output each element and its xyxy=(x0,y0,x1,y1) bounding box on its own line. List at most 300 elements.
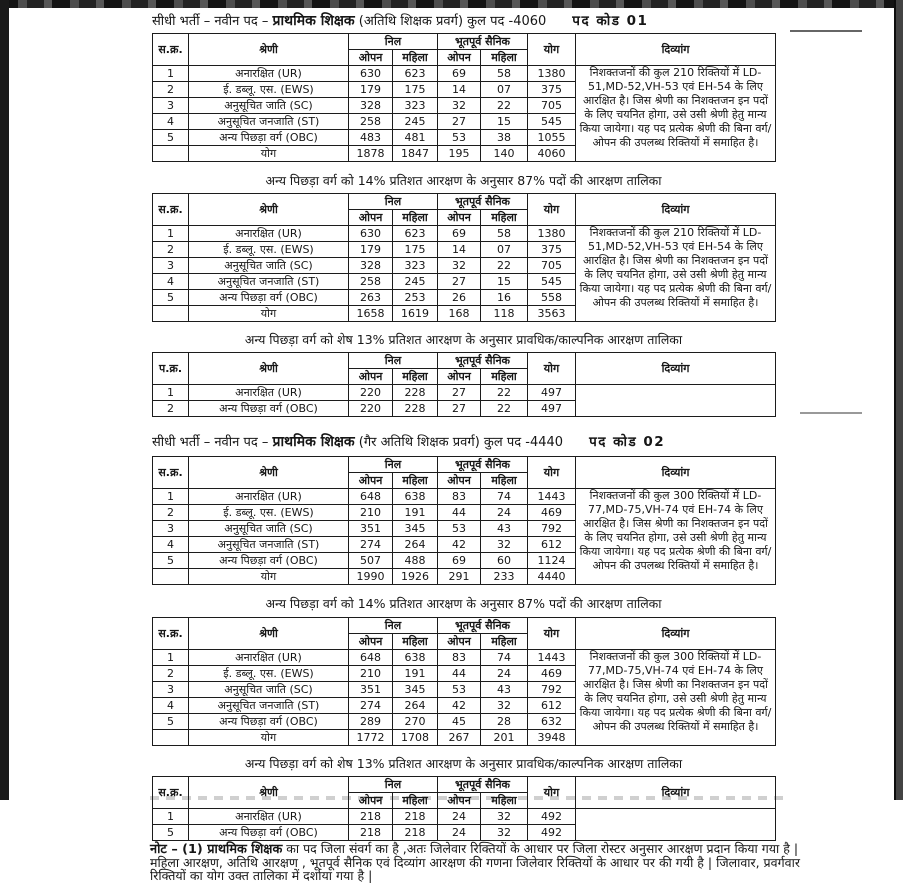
category-cell: अन्य पिछड़ा वर्ग (OBC) xyxy=(189,553,349,569)
value-cell: 289 xyxy=(349,714,393,730)
header-category: श्रेणी xyxy=(189,353,349,385)
serial-cell: 2 xyxy=(153,242,189,258)
note-line-2: महिला आरक्षण, अतिथि आरक्षण , भूतपूर्व सैनिक एवं दिव्यांग आरक्षण की गणना जिलेवार रिक्तियों के आधार पर की गयी है | जिलावार, प्रवर्गवार xyxy=(150,854,800,870)
note-line-1: नोट – (1) प्राथमिक शिक्षक का पद जिला संवर्ग का है ,अतः जिलेवार रिक्तियों के आधार पर जिला रोस्टर अनुसार आरक्षण प्रदान किया गया है | xyxy=(150,841,799,857)
value-cell: 07 xyxy=(481,242,528,258)
pad-code-01: पद कोड 01 xyxy=(572,13,649,29)
serial-cell xyxy=(153,569,189,585)
total-value-cell: 233 xyxy=(481,569,528,585)
header-serial: स.क्र. xyxy=(153,777,189,809)
category-cell: ई. डब्लू. एस. (EWS) xyxy=(189,666,349,682)
table-row xyxy=(153,809,776,825)
value-cell: 345 xyxy=(393,521,438,537)
title-rest: (अतिथि शिक्षक प्रवर्ग) कुल पद -4060 xyxy=(354,14,547,29)
value-cell: 27 xyxy=(438,114,481,130)
value-cell: 14 xyxy=(438,82,481,98)
category-cell: अन्य पिछड़ा वर्ग (OBC) xyxy=(189,401,349,417)
value-cell: 483 xyxy=(349,130,393,146)
caption-13pct-pad02: अन्य पिछड़ा वर्ग को शेष 13% प्रतिशत आरक्षण के अनुसार प्रावधिक/काल्पनिक आरक्षण तालिका xyxy=(244,756,683,771)
header-mahila: महिला xyxy=(393,793,438,809)
header-mahila: महिला xyxy=(481,634,528,650)
pad-code-02: पद कोड 02 xyxy=(589,434,666,450)
value-cell: 220 xyxy=(349,385,393,401)
table-13pct-pad02 xyxy=(150,776,872,841)
value-cell: 323 xyxy=(393,258,438,274)
value-cell: 74 xyxy=(481,489,528,505)
header-open: ओपन xyxy=(438,793,481,809)
value-cell: 263 xyxy=(349,290,393,306)
header-mahila: महिला xyxy=(393,634,438,650)
value-cell: 258 xyxy=(349,274,393,290)
table-row xyxy=(153,489,776,505)
total-value-cell: 1878 xyxy=(349,146,393,162)
header-nil-group: निल xyxy=(349,34,438,50)
serial-cell: 4 xyxy=(153,537,189,553)
table-13pct-pad01 xyxy=(150,352,872,417)
title-post-name: प्राथमिक शिक्षक xyxy=(272,434,355,450)
value-cell: 32 xyxy=(481,825,528,841)
scan-edge-top xyxy=(0,0,903,8)
value-cell: 44 xyxy=(438,505,481,521)
value-cell: 1443 xyxy=(528,489,576,505)
serial-cell: 3 xyxy=(153,258,189,274)
category-cell: अन्य पिछड़ा वर्ग (OBC) xyxy=(189,130,349,146)
serial-cell: 5 xyxy=(153,130,189,146)
header-nil-group: निल xyxy=(349,618,438,634)
total-value-cell: 4440 xyxy=(528,569,576,585)
header-nil-group: निल xyxy=(349,457,438,473)
total-value-cell: 195 xyxy=(438,146,481,162)
category-cell: अनुसूचित जाति (SC) xyxy=(189,682,349,698)
header-total: योग xyxy=(528,457,576,489)
header-divyang: दिव्यांग xyxy=(576,353,776,385)
value-cell: 191 xyxy=(393,505,438,521)
header-open: ओपन xyxy=(349,793,393,809)
serial-cell xyxy=(153,146,189,162)
header-mahila: महिला xyxy=(393,50,438,66)
value-cell: 264 xyxy=(393,537,438,553)
value-cell: 264 xyxy=(393,698,438,714)
header-mahila: महिला xyxy=(481,793,528,809)
value-cell: 545 xyxy=(528,114,576,130)
caption-14pct-pad01: अन्य पिछड़ा वर्ग को 14% प्रतिशत आरक्षण के अनुसार 87% पदों की आरक्षण तालिका xyxy=(265,173,662,188)
serial-cell: 3 xyxy=(153,521,189,537)
value-cell: 623 xyxy=(393,226,438,242)
header-divyang: दिव्यांग xyxy=(576,457,776,489)
value-cell: 175 xyxy=(393,82,438,98)
value-cell: 270 xyxy=(393,714,438,730)
serial-cell: 2 xyxy=(153,82,189,98)
value-cell: 32 xyxy=(481,537,528,553)
header-ex-serviceman-group: भूतपूर्व सैनिक xyxy=(438,353,528,369)
value-cell: 1055 xyxy=(528,130,576,146)
header-open: ओपन xyxy=(438,210,481,226)
value-cell: 24 xyxy=(481,666,528,682)
header-total: योग xyxy=(528,194,576,226)
total-value-cell: 1772 xyxy=(349,730,393,746)
value-cell: 492 xyxy=(528,809,576,825)
caption-13pct-pad01: अन्य पिछड़ा वर्ग को शेष 13% प्रतिशत आरक्षण के अनुसार प्रावधिक/काल्पनिक आरक्षण तालिका xyxy=(244,332,683,347)
value-cell: 210 xyxy=(349,505,393,521)
serial-cell xyxy=(153,306,189,322)
header-category: श्रेणी xyxy=(189,457,349,489)
serial-cell: 5 xyxy=(153,825,189,841)
value-cell: 15 xyxy=(481,274,528,290)
value-cell: 58 xyxy=(481,66,528,82)
value-cell: 612 xyxy=(528,698,576,714)
value-cell: 545 xyxy=(528,274,576,290)
value-cell: 351 xyxy=(349,521,393,537)
value-cell: 218 xyxy=(349,825,393,841)
header-serial: स.क्र. xyxy=(153,457,189,489)
category-cell: अन्य पिछड़ा वर्ग (OBC) xyxy=(189,290,349,306)
total-value-cell: 118 xyxy=(481,306,528,322)
header-open: ओपन xyxy=(438,369,481,385)
value-cell: 623 xyxy=(393,66,438,82)
value-cell: 328 xyxy=(349,98,393,114)
value-cell: 32 xyxy=(438,258,481,274)
value-cell: 253 xyxy=(393,290,438,306)
value-cell: 220 xyxy=(349,401,393,417)
header-mahila: महिला xyxy=(481,50,528,66)
category-cell: अनुसूचित जनजाति (ST) xyxy=(189,274,349,290)
value-cell: 32 xyxy=(481,809,528,825)
header-ex-serviceman-group: भूतपूर्व सैनिक xyxy=(438,777,528,793)
category-cell: ई. डब्लू. एस. (EWS) xyxy=(189,82,349,98)
value-cell: 648 xyxy=(349,489,393,505)
category-cell: अनारक्षित (UR) xyxy=(189,650,349,666)
value-cell: 274 xyxy=(349,537,393,553)
value-cell: 60 xyxy=(481,553,528,569)
reservation-table xyxy=(152,776,776,841)
scan-edge-right xyxy=(894,0,903,800)
serial-cell: 5 xyxy=(153,290,189,306)
header-mahila: महिला xyxy=(481,210,528,226)
value-cell: 83 xyxy=(438,489,481,505)
table-main-pad02 xyxy=(150,456,872,585)
value-cell: 228 xyxy=(393,401,438,417)
value-cell: 228 xyxy=(393,385,438,401)
table-row xyxy=(153,226,776,242)
section2-title xyxy=(152,432,872,451)
serial-cell: 3 xyxy=(153,98,189,114)
header-divyang: दिव्यांग xyxy=(576,194,776,226)
value-cell: 26 xyxy=(438,290,481,306)
value-cell: 638 xyxy=(393,489,438,505)
value-cell: 83 xyxy=(438,650,481,666)
note-line-3: रिक्तियों का योग उक्त तालिका में दर्शाया गया है | xyxy=(150,867,373,883)
value-cell: 492 xyxy=(528,825,576,841)
value-cell: 15 xyxy=(481,114,528,130)
header-ex-serviceman-group: भूतपूर्व सैनिक xyxy=(438,457,528,473)
total-value-cell: 267 xyxy=(438,730,481,746)
serial-cell: 4 xyxy=(153,274,189,290)
total-value-cell: 1708 xyxy=(393,730,438,746)
value-cell: 1380 xyxy=(528,226,576,242)
value-cell: 245 xyxy=(393,114,438,130)
header-nil-group: निल xyxy=(349,777,438,793)
header-open: ओपन xyxy=(349,634,393,650)
value-cell: 22 xyxy=(481,98,528,114)
value-cell: 469 xyxy=(528,666,576,682)
value-cell: 22 xyxy=(481,258,528,274)
value-cell: 218 xyxy=(349,809,393,825)
total-label-cell: योग xyxy=(189,146,349,162)
value-cell: 507 xyxy=(349,553,393,569)
category-cell: अनुसूचित जाति (SC) xyxy=(189,521,349,537)
value-cell: 1124 xyxy=(528,553,576,569)
header-mahila: महिला xyxy=(481,369,528,385)
value-cell: 632 xyxy=(528,714,576,730)
total-value-cell: 1926 xyxy=(393,569,438,585)
header-mahila: महिला xyxy=(481,473,528,489)
value-cell: 218 xyxy=(393,809,438,825)
serial-cell: 2 xyxy=(153,505,189,521)
title-prefix: सीधी भर्ती – नवीन पद – xyxy=(152,435,273,450)
value-cell: 179 xyxy=(349,242,393,258)
total-value-cell: 1658 xyxy=(349,306,393,322)
header-open: ओपन xyxy=(438,50,481,66)
header-ex-serviceman-group: भूतपूर्व सैनिक xyxy=(438,34,528,50)
serial-cell: 1 xyxy=(153,489,189,505)
header-mahila: महिला xyxy=(393,473,438,489)
value-cell: 191 xyxy=(393,666,438,682)
value-cell: 179 xyxy=(349,82,393,98)
value-cell: 07 xyxy=(481,82,528,98)
value-cell: 705 xyxy=(528,258,576,274)
table-row xyxy=(153,385,776,401)
serial-cell: 4 xyxy=(153,114,189,130)
total-value-cell: 1990 xyxy=(349,569,393,585)
value-cell: 24 xyxy=(438,825,481,841)
reservation-table xyxy=(152,33,776,162)
category-cell: अनुसूचित जाति (SC) xyxy=(189,98,349,114)
value-cell: 44 xyxy=(438,666,481,682)
value-cell: 69 xyxy=(438,553,481,569)
note-paragraph xyxy=(150,843,872,883)
value-cell: 497 xyxy=(528,385,576,401)
value-cell: 69 xyxy=(438,226,481,242)
value-cell: 630 xyxy=(349,226,393,242)
value-cell: 175 xyxy=(393,242,438,258)
serial-cell: 5 xyxy=(153,553,189,569)
value-cell: 58 xyxy=(481,226,528,242)
value-cell: 43 xyxy=(481,682,528,698)
value-cell: 32 xyxy=(438,98,481,114)
value-cell: 27 xyxy=(438,385,481,401)
header-serial: स.क्र. xyxy=(153,194,189,226)
serial-cell: 1 xyxy=(153,809,189,825)
total-value-cell: 3563 xyxy=(528,306,576,322)
header-ex-serviceman-group: भूतपूर्व सैनिक xyxy=(438,618,528,634)
header-nil-group: निल xyxy=(349,353,438,369)
divyang-note-cell xyxy=(576,809,776,841)
table-14pct-pad02 xyxy=(150,617,872,746)
header-category: श्रेणी xyxy=(189,618,349,650)
caption-14pct-pad02: अन्य पिछड़ा वर्ग को 14% प्रतिशत आरक्षण के अनुसार 87% पदों की आरक्षण तालिका xyxy=(265,596,662,611)
value-cell: 45 xyxy=(438,714,481,730)
scan-edge-left xyxy=(0,0,9,800)
category-cell: अनुसूचित जाति (SC) xyxy=(189,258,349,274)
value-cell: 42 xyxy=(438,537,481,553)
title-prefix: सीधी भर्ती – नवीन पद – xyxy=(152,14,273,29)
table-row xyxy=(153,66,776,82)
header-serial: प.क्र. xyxy=(153,353,189,385)
header-total: योग xyxy=(528,353,576,385)
value-cell: 351 xyxy=(349,682,393,698)
category-cell: ई. डब्लू. एस. (EWS) xyxy=(189,242,349,258)
header-divyang: दिव्यांग xyxy=(576,777,776,809)
value-cell: 69 xyxy=(438,66,481,82)
category-cell: अनुसूचित जनजाति (ST) xyxy=(189,698,349,714)
serial-cell: 2 xyxy=(153,666,189,682)
value-cell: 274 xyxy=(349,698,393,714)
serial-cell: 1 xyxy=(153,226,189,242)
category-cell: अनारक्षित (UR) xyxy=(189,489,349,505)
total-value-cell: 1847 xyxy=(393,146,438,162)
value-cell: 24 xyxy=(481,505,528,521)
table-14pct-pad01 xyxy=(150,193,872,322)
value-cell: 1443 xyxy=(528,650,576,666)
value-cell: 323 xyxy=(393,98,438,114)
serial-cell: 1 xyxy=(153,650,189,666)
divyang-note-cell: निशक्तजनों की कुल 300 रिक्तियों में LD-77,MD-75,VH-74 एवं EH-74 के लिए आरक्षित है। जिस श्रेणी का निशक्तजन इन पदों के लिए चयनित होगा, उसे उसी श्रेणी हेतु मान्य किया जायेगा। यह पद प्रत्येक श्रेणी की बिना वर्ग/ओपन की उपलब्ध रिक्तियों में समाहित है। xyxy=(576,650,776,746)
serial-cell: 2 xyxy=(153,401,189,417)
value-cell: 16 xyxy=(481,290,528,306)
header-serial: स.क्र. xyxy=(153,34,189,66)
reservation-table xyxy=(152,193,776,322)
value-cell: 792 xyxy=(528,682,576,698)
divyang-note-cell: निशक्तजनों की कुल 300 रिक्तियों में LD-77,MD-75,VH-74 एवं EH-74 के लिए आरक्षित है। जिस श्रेणी का निशक्तजन इन पदों के लिए चयनित होगा, उसे उसी श्रेणी हेतु मान्य किया जायेगा। यह पद प्रत्येक श्रेणी की बिना वर्ग/ओपन की उपलब्ध रिक्तियों में समाहित है। xyxy=(576,489,776,585)
value-cell: 74 xyxy=(481,650,528,666)
value-cell: 245 xyxy=(393,274,438,290)
serial-cell: 1 xyxy=(153,66,189,82)
value-cell: 53 xyxy=(438,521,481,537)
header-category: श्रेणी xyxy=(189,34,349,66)
total-value-cell: 4060 xyxy=(528,146,576,162)
value-cell: 469 xyxy=(528,505,576,521)
divyang-note-cell: निशक्तजनों की कुल 210 रिक्तियों में LD-51,MD-52,VH-53 एवं EH-54 के लिए आरक्षित है। जिस श्रेणी का निशक्तजन इन पदों के लिए चयनित होगा, उसे उसी श्रेणी हेतु मान्य किया जायेगा। यह पद प्रत्येक श्रेणी की बिना वर्ग/ओपन की उपलब्ध रिक्तियों में समाहित है। xyxy=(576,226,776,322)
header-serial: स.क्र. xyxy=(153,618,189,650)
header-open: ओपन xyxy=(349,369,393,385)
header-open: ओपन xyxy=(438,634,481,650)
value-cell: 558 xyxy=(528,290,576,306)
document-page xyxy=(150,11,872,883)
value-cell: 375 xyxy=(528,82,576,98)
category-cell: अनुसूचित जनजाति (ST) xyxy=(189,537,349,553)
serial-cell: 5 xyxy=(153,714,189,730)
value-cell: 648 xyxy=(349,650,393,666)
total-value-cell: 1619 xyxy=(393,306,438,322)
value-cell: 38 xyxy=(481,130,528,146)
value-cell: 53 xyxy=(438,130,481,146)
value-cell: 22 xyxy=(481,401,528,417)
header-open: ओपन xyxy=(349,473,393,489)
value-cell: 218 xyxy=(393,825,438,841)
header-mahila: महिला xyxy=(393,369,438,385)
value-cell: 43 xyxy=(481,521,528,537)
value-cell: 258 xyxy=(349,114,393,130)
total-value-cell: 168 xyxy=(438,306,481,322)
value-cell: 612 xyxy=(528,537,576,553)
value-cell: 32 xyxy=(481,698,528,714)
value-cell: 28 xyxy=(481,714,528,730)
divyang-note-cell: निशक्तजनों की कुल 210 रिक्तियों में LD-51,MD-52,VH-53 एवं EH-54 के लिए आरक्षित है। जिस श्रेणी का निशक्तजन इन पदों के लिए चयनित होगा, उसे उसी श्रेणी हेतु मान्य किया जायेगा। यह पद प्रत्येक श्रेणी की बिना वर्ग/ओपन की उपलब्ध रिक्तियों में समाहित है। xyxy=(576,66,776,162)
category-cell: ई. डब्लू. एस. (EWS) xyxy=(189,505,349,521)
header-category: श्रेणी xyxy=(189,194,349,226)
header-category: श्रेणी xyxy=(189,777,349,809)
total-label-cell: योग xyxy=(189,569,349,585)
section1-title xyxy=(152,11,872,30)
total-label-cell: योग xyxy=(189,306,349,322)
header-divyang: दिव्यांग xyxy=(576,34,776,66)
reservation-table xyxy=(152,617,776,746)
header-mahila: महिला xyxy=(393,210,438,226)
total-value-cell: 3948 xyxy=(528,730,576,746)
value-cell: 792 xyxy=(528,521,576,537)
category-cell: अन्य पिछड़ा वर्ग (OBC) xyxy=(189,714,349,730)
header-open: ओपन xyxy=(349,50,393,66)
total-label-cell: योग xyxy=(189,730,349,746)
total-value-cell: 201 xyxy=(481,730,528,746)
header-open: ओपन xyxy=(349,210,393,226)
serial-cell xyxy=(153,730,189,746)
category-cell: अनारक्षित (UR) xyxy=(189,66,349,82)
value-cell: 630 xyxy=(349,66,393,82)
value-cell: 705 xyxy=(528,98,576,114)
header-total: योग xyxy=(528,618,576,650)
header-divyang: दिव्यांग xyxy=(576,618,776,650)
table-main-pad01 xyxy=(150,33,872,162)
value-cell: 481 xyxy=(393,130,438,146)
title-rest: (गैर अतिथि शिक्षक प्रवर्ग) कुल पद -4440 xyxy=(354,435,564,450)
value-cell: 345 xyxy=(393,682,438,698)
value-cell: 210 xyxy=(349,666,393,682)
value-cell: 328 xyxy=(349,258,393,274)
serial-cell: 4 xyxy=(153,698,189,714)
category-cell: अनारक्षित (UR) xyxy=(189,226,349,242)
value-cell: 375 xyxy=(528,242,576,258)
header-total: योग xyxy=(528,777,576,809)
header-ex-serviceman-group: भूतपूर्व सैनिक xyxy=(438,194,528,210)
value-cell: 24 xyxy=(438,809,481,825)
title-post-name: प्राथमिक शिक्षक xyxy=(272,13,355,29)
total-value-cell: 140 xyxy=(481,146,528,162)
header-open: ओपन xyxy=(438,473,481,489)
header-nil-group: निल xyxy=(349,194,438,210)
category-cell: अनारक्षित (UR) xyxy=(189,385,349,401)
table-row xyxy=(153,650,776,666)
value-cell: 42 xyxy=(438,698,481,714)
reservation-table xyxy=(152,456,776,585)
value-cell: 488 xyxy=(393,553,438,569)
reservation-table xyxy=(152,352,776,417)
value-cell: 1380 xyxy=(528,66,576,82)
serial-cell: 1 xyxy=(153,385,189,401)
value-cell: 27 xyxy=(438,274,481,290)
header-total: योग xyxy=(528,34,576,66)
value-cell: 27 xyxy=(438,401,481,417)
category-cell: अनारक्षित (UR) xyxy=(189,809,349,825)
serial-cell: 3 xyxy=(153,682,189,698)
category-cell: अनुसूचित जनजाति (ST) xyxy=(189,114,349,130)
value-cell: 53 xyxy=(438,682,481,698)
value-cell: 497 xyxy=(528,401,576,417)
divyang-note-cell xyxy=(576,385,776,417)
category-cell: अन्य पिछड़ा वर्ग (OBC) xyxy=(189,825,349,841)
value-cell: 14 xyxy=(438,242,481,258)
value-cell: 638 xyxy=(393,650,438,666)
